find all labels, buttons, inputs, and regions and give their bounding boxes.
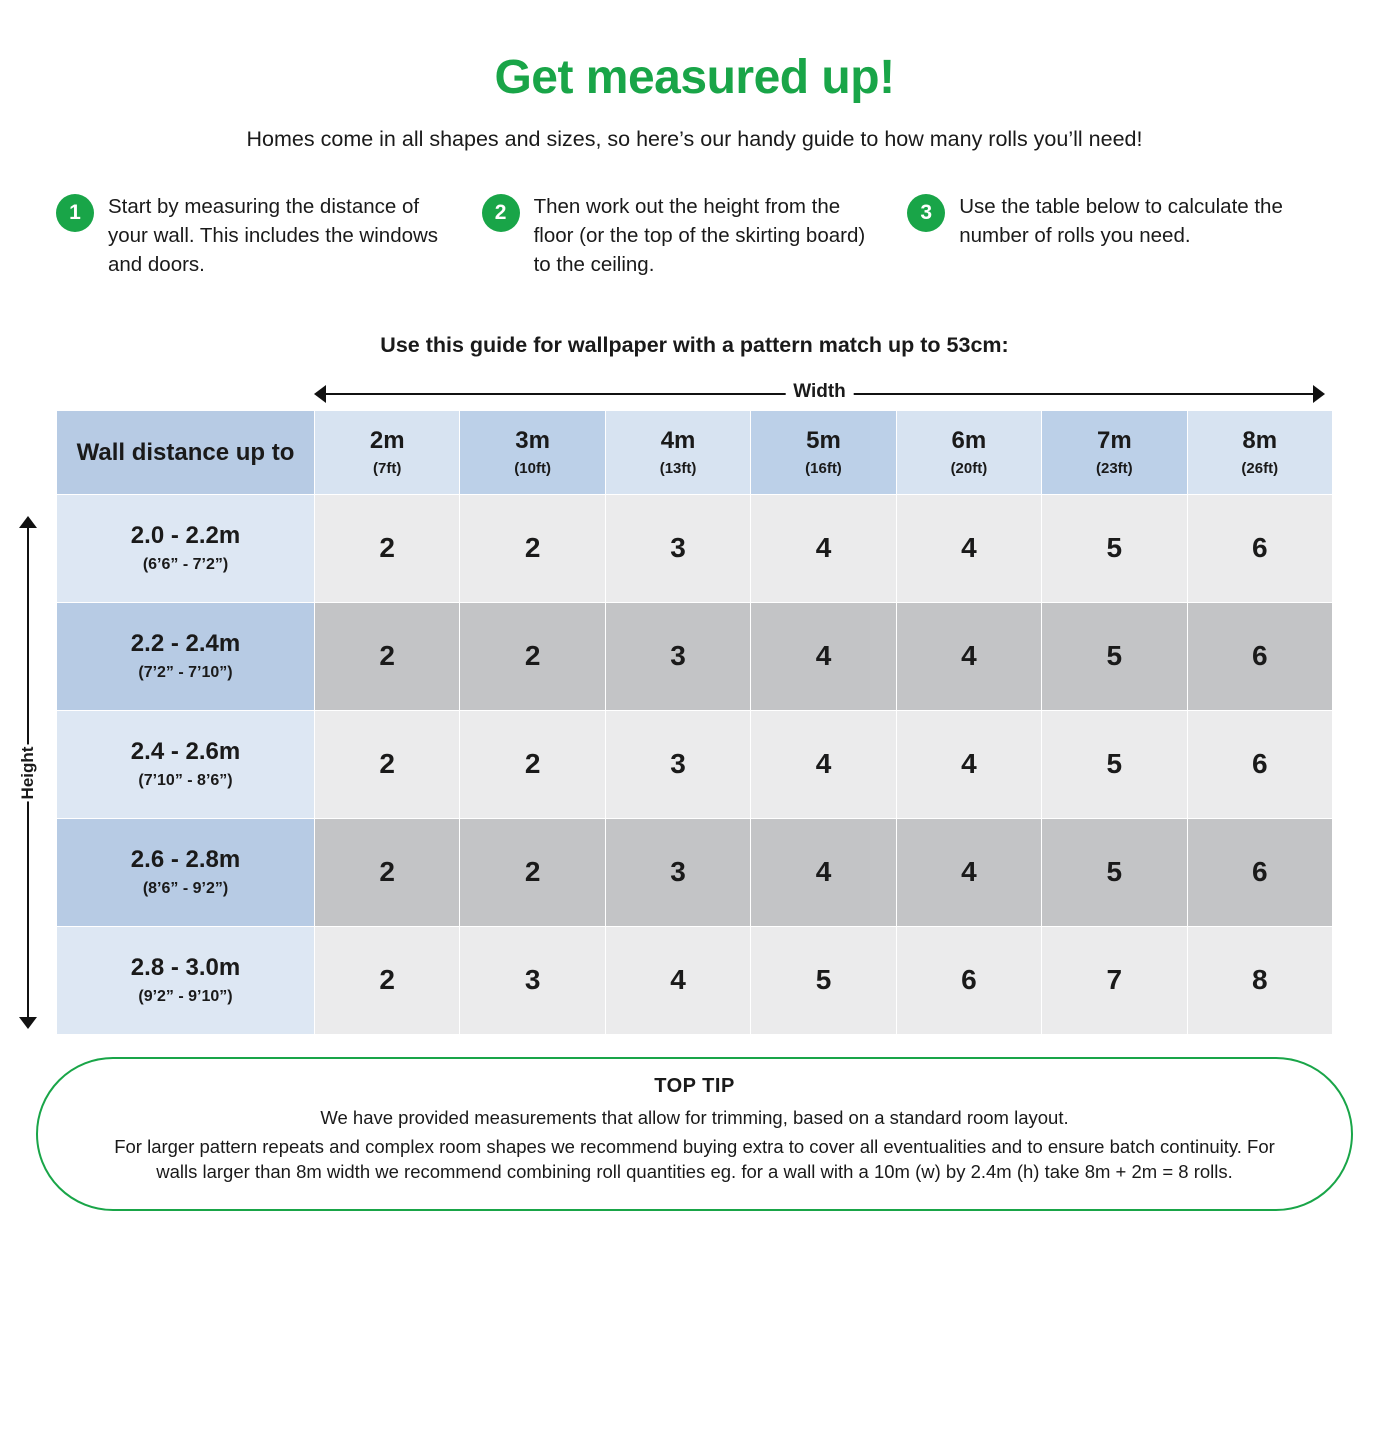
- cell-r4-c5: 4: [896, 818, 1041, 926]
- table-row: [57, 710, 1333, 818]
- column-header-5m: [751, 411, 896, 495]
- row-header-2-imperial: (7’2” - 7’10”): [138, 664, 233, 682]
- cell-r3-c3: 3: [605, 710, 750, 818]
- row-header-2: [57, 602, 315, 710]
- measure-guide-page: [0, 52, 1389, 1441]
- column-header-5m-metric: 5m: [806, 427, 841, 455]
- row-header-1-imperial: (6’6” - 7’2”): [142, 556, 229, 574]
- column-header-3m-metric: 3m: [515, 427, 550, 455]
- column-header-8m-metric: 8m: [1242, 427, 1278, 455]
- cell-r2-c1: 2: [315, 602, 460, 710]
- column-header-8m-imperial: (26ft): [1241, 459, 1279, 477]
- column-header-4m-imperial: (13ft): [659, 459, 697, 477]
- step-text-1: Start by measuring the distance of your wall. This includes the windows and doors.: [108, 194, 439, 277]
- row-header-3-metric: 2.4 - 2.6m: [130, 738, 241, 766]
- step-number-badge-3: 3: [907, 194, 945, 232]
- column-header-3m: [460, 411, 605, 495]
- cell-r2-c7: 6: [1187, 602, 1332, 710]
- height-axis-arrow-top: [19, 516, 37, 528]
- cell-r4-c6: 5: [1042, 818, 1187, 926]
- row-header-4-metric: 2.6 - 2.8m: [130, 846, 241, 874]
- page-title: Get measured up!: [494, 51, 895, 104]
- height-axis-label: Height: [12, 744, 44, 801]
- cell-r5-c6: 7: [1042, 926, 1187, 1034]
- width-axis-label: Width: [785, 381, 854, 403]
- column-header-7m: [1042, 411, 1187, 495]
- cell-r3-c1: 2: [315, 710, 460, 818]
- height-axis-arrow-bottom: [19, 1017, 37, 1029]
- table-row: [57, 818, 1333, 926]
- cell-r3-c2: 2: [460, 710, 605, 818]
- cell-r1-c3: 3: [605, 494, 750, 602]
- cell-r5-c7: 8: [1187, 926, 1332, 1034]
- row-header-3: [57, 710, 315, 818]
- step-item-3: [907, 192, 1333, 279]
- row-header-5-imperial: (9’2” - 9’10”): [138, 988, 233, 1006]
- cell-r4-c4: 4: [751, 818, 896, 926]
- cell-r5-c1: 2: [315, 926, 460, 1034]
- cell-r2-c3: 3: [605, 602, 750, 710]
- step-item-1: [56, 192, 482, 279]
- cell-r1-c7: 6: [1187, 494, 1332, 602]
- width-axis-arrow-left: [314, 385, 326, 403]
- column-header-7m-imperial: (23ft): [1095, 459, 1133, 477]
- rolls-table: [56, 410, 1333, 1035]
- cell-r5-c2: 3: [460, 926, 605, 1034]
- cell-r1-c5: 4: [896, 494, 1041, 602]
- cell-r3-c7: 6: [1187, 710, 1332, 818]
- cell-r2-c6: 5: [1042, 602, 1187, 710]
- cell-r1-c4: 4: [751, 494, 896, 602]
- table-header-row: [57, 411, 1333, 495]
- column-header-6m-imperial: (20ft): [950, 459, 988, 477]
- guide-heading: Use this guide for wallpaper with a pattern match up to 53cm:: [380, 333, 1009, 358]
- column-header-6m-metric: 6m: [951, 427, 987, 455]
- cell-r2-c4: 4: [751, 602, 896, 710]
- cell-r3-c4: 4: [751, 710, 896, 818]
- top-tip-panel: [36, 1057, 1353, 1211]
- column-header-2m-metric: 2m: [369, 427, 405, 455]
- cell-r4-c1: 2: [315, 818, 460, 926]
- cell-r4-c7: 6: [1187, 818, 1332, 926]
- table-row: [57, 602, 1333, 710]
- step-text-2: Then work out the height from the floor (or the top of the skirting board) to the ceiling.: [533, 194, 866, 277]
- row-header-2-metric: 2.2 - 2.4m: [130, 630, 241, 658]
- column-header-4m-metric: 4m: [660, 427, 696, 455]
- table-row: [57, 494, 1333, 602]
- cell-r1-c6: 5: [1042, 494, 1187, 602]
- column-header-8m: [1187, 411, 1332, 495]
- cell-r2-c2: 2: [460, 602, 605, 710]
- column-header-4m: [605, 411, 750, 495]
- column-header-3m-imperial: (10ft): [514, 459, 551, 477]
- column-header-5m-imperial: (16ft): [805, 459, 842, 477]
- column-header-2m-imperial: (7ft): [373, 459, 402, 477]
- column-header-2m: [315, 411, 460, 495]
- top-tip-title: TOP TIP: [654, 1074, 735, 1097]
- page-subtitle: Homes come in all shapes and sizes, so here’s our handy guide to how many rolls you’ll need!: [246, 126, 1143, 151]
- cell-r5-c3: 4: [605, 926, 750, 1034]
- cell-r4-c2: 2: [460, 818, 605, 926]
- step-item-2: [482, 192, 908, 279]
- rolls-table-area: [18, 376, 1333, 1035]
- height-axis-arrow: [8, 516, 48, 1029]
- cell-r5-c5: 6: [896, 926, 1041, 1034]
- row-header-5: [57, 926, 315, 1034]
- cell-r1-c1: 2: [315, 494, 460, 602]
- top-tip-line-1: We have provided measurements that allow for trimming, based on a standard room layout.: [320, 1106, 1069, 1128]
- cell-r5-c4: 5: [751, 926, 896, 1034]
- cell-r3-c6: 5: [1042, 710, 1187, 818]
- row-header-4: [57, 818, 315, 926]
- cell-r1-c2: 2: [460, 494, 605, 602]
- cell-r3-c5: 4: [896, 710, 1041, 818]
- column-header-6m: [896, 411, 1041, 495]
- step-number-badge-2: 2: [482, 194, 520, 232]
- width-axis-arrow: [314, 376, 1325, 410]
- top-tip-line-2: For larger pattern repeats and complex room shapes we recommend buying extra to cover all eventualities and to ensure batch continuity. For walls larger than 8m width we recommend combining roll quantities eg. for a wall with a 10m (w) by 2.4m (h) take 8m + 2m = 8 rolls.: [114, 1135, 1275, 1182]
- row-header-1-metric: 2.0 - 2.2m: [130, 522, 241, 550]
- row-header-5-metric: 2.8 - 3.0m: [130, 954, 241, 982]
- row-header-4-imperial: (8’6” - 9’2”): [142, 880, 229, 898]
- cell-r2-c5: 4: [896, 602, 1041, 710]
- corner-header: Wall distance up to: [57, 411, 315, 495]
- table-row: [57, 926, 1333, 1034]
- column-header-7m-metric: 7m: [1096, 427, 1132, 455]
- cell-r4-c3: 3: [605, 818, 750, 926]
- steps-list: [56, 192, 1333, 279]
- step-text-3: Use the table below to calculate the number of rolls you need.: [959, 194, 1283, 247]
- step-number-badge-1: 1: [56, 194, 94, 232]
- row-header-1: [57, 494, 315, 602]
- width-axis-arrow-right: [1313, 385, 1325, 403]
- row-header-3-imperial: (7’10” - 8’6”): [138, 772, 233, 790]
